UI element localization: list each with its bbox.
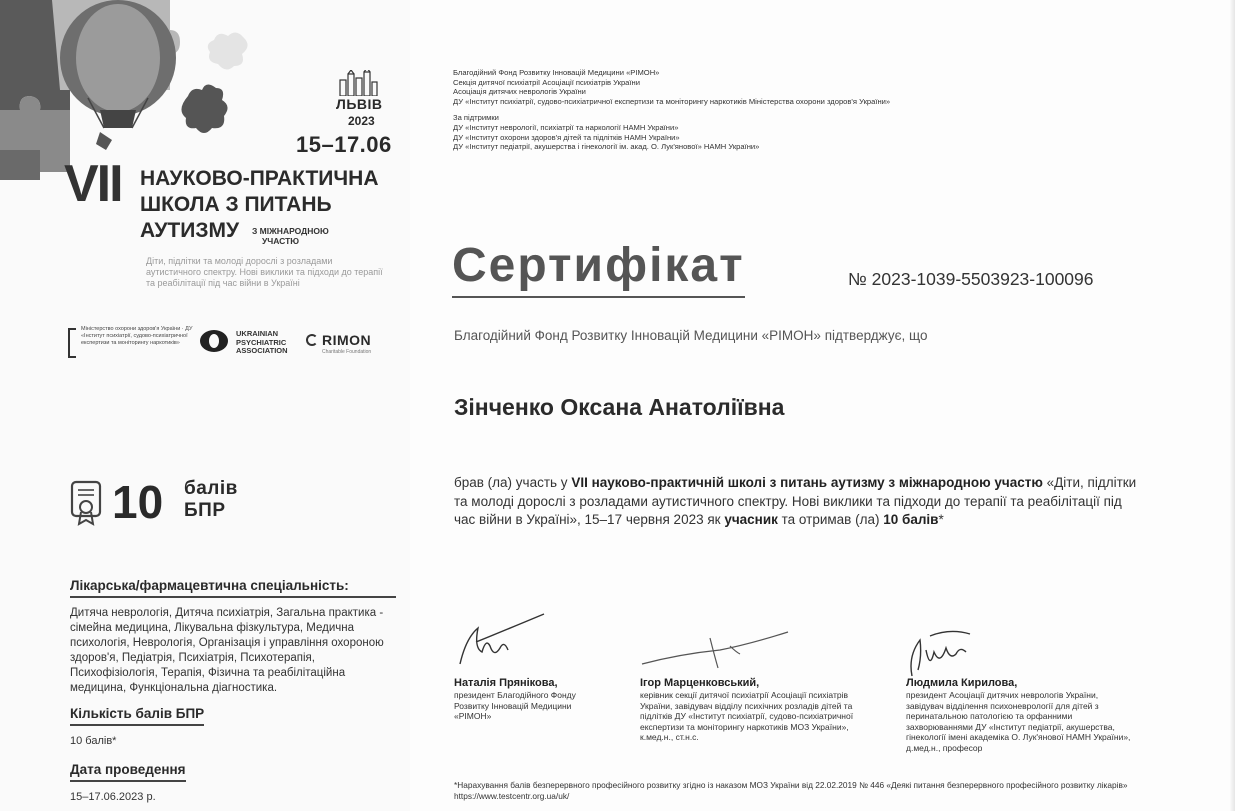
page-edge (1229, 0, 1235, 811)
event-roman-numeral: VII (64, 155, 122, 213)
participation-text-part: та отримав (ла) (777, 512, 884, 527)
signer-role: керівник секції дитячої психіатрії Асоціації психіатрів України, завідувач відділу психічних розладів дітей та підлітків ДУ «Інститут психіатрії, судово-психіатричної експертизи та моніторингу наркотиків МОЗ України», к.мед.н., ст.н.с. (640, 690, 854, 742)
support-line: ДУ «Інститут педіатрії, акушерства і гінекології ім. акад. О. Лук'янової» НАМН України» (453, 142, 760, 152)
organizers-list (453, 68, 1173, 152)
points-label-line: БПР (184, 500, 226, 521)
points-count-value: 10 балів* (70, 735, 117, 747)
rimon-logo-word: RIMON (322, 332, 372, 348)
event-dates: 15–17.06 (296, 132, 392, 157)
event-subtitle: Діти, підлітки та молоді дорослі з розладами аутистичного спектру. Нові виклики та підходи до терапії та реабілітації під час війни в Україні (146, 256, 383, 288)
moz-logo-text: Міністерство охорони здоров'я України · ДУ «Інститут психіатрії, судово-психіатричної експертизи та моніторингу наркотиків» (81, 326, 193, 346)
points-count-section (70, 705, 400, 749)
signature-martsenkovsky (640, 624, 790, 674)
organizer-line: ДУ «Інститут психіатрії, судово-психіатричної експертизи та моніторингу наркотиків Міністерства охорони здоров'я України» (453, 96, 891, 106)
event-name-bold: VII науково-практичній школі з питань аутизму з міжнародною участю (571, 475, 1043, 490)
confirmation-text: Благодійний Фонд Розвитку Інновацій Медицини «РІМОН» підтверджує, що (454, 328, 928, 343)
signer-role: президент Благодійного Фонду Розвитку Інновацій Медицини «РІМОН» (454, 690, 576, 721)
points-label-line: балів (184, 478, 238, 499)
signer-name: Ігор Марценковський, (640, 677, 760, 689)
certificate-title: Сертифікат (452, 236, 745, 298)
upa-logo-mark (200, 330, 228, 352)
event-international (252, 226, 329, 246)
signature-kyrylova (900, 626, 980, 680)
support-line: ДУ «Інститут неврології, психіатрії та наркології НАМН України» (453, 122, 679, 132)
footnote: *Нарахування балів безперервного професійного розвитку згідно із наказом МОЗ України від 22.02.2019 № 446 «Деякі питання безперервного професійного розвитку лікарів» https://www.testcentr.org.ua/uk/ (454, 780, 1128, 801)
support-heading: За підтримки (453, 113, 499, 123)
event-city: ЛЬВІВ (336, 96, 383, 112)
organizer-line: Секція дитячої психіатрії Асоціації психіатрів України (453, 77, 640, 87)
participation-text (454, 474, 1144, 530)
specialty-text: Дитяча неврологія, Дитяча психіатрія, Загальна практика - сімейна медицина, Лікувальна фізкультура, Медична психологія, Неврологія, Організація і управління охороною здоров'я, Педіатрія, Психіатрія, Психотерапія, Психофізіологія, Терапія, Фізична та реабілітаційна медицина, Функціональна діагностика. (70, 607, 384, 694)
signer-role: президент Асоціації дитячих неврологів України, завідувач відділення психоневрології для дітей з перинатальною патологією та орфанними захворюваннями ДУ «Інститут педіатрії, акушерства, гінекології імені академіка О. Лук'янової НАМН України», д.мед.н., професор (906, 690, 1131, 753)
date-section (70, 761, 400, 805)
signer-name: Наталія Прянікова, (454, 677, 558, 689)
points-label (184, 478, 238, 522)
organizer-line: Асоціація дитячих неврологів України (453, 87, 586, 97)
event-international-line: УЧАСТЮ (262, 236, 300, 246)
specialty-heading: Лікарська/фармацевтична спеціальність: (70, 578, 396, 598)
signature-pryanikova (456, 608, 556, 672)
organizer-line: Благодійний Фонд Розвитку Інновацій Медицини «РІМОН» (453, 68, 660, 77)
specialty-section (70, 600, 400, 696)
signer-block (640, 677, 875, 743)
event-title-line: НАУКОВО-ПРАКТИЧНА (140, 167, 379, 190)
points-badge (70, 476, 370, 532)
event-title-line: ШКОЛА З ПИТАНЬ (140, 193, 332, 216)
signer-name: Людмила Кирилова, (906, 677, 1018, 689)
moz-logo-mark (68, 328, 76, 358)
points-number: 10 (112, 476, 164, 528)
puzzle-balloon-illustration (0, 0, 250, 180)
recipient-name: Зінченко Оксана Анатоліївна (454, 394, 785, 420)
participant-role: учасник (724, 512, 778, 527)
event-international-line: З МІЖНАРОДНОЮ (252, 226, 329, 236)
awarded-points: 10 балів (883, 512, 939, 527)
partner-logos (68, 326, 398, 362)
city-skyline-icon (338, 70, 378, 96)
participation-text-part: «Діти, підлітки та молоді дорослі з розладами аутистичного спектру. Нові виклики та підходи до терапії та реабілітації під час війни в Україні», 15–17 червня 2023 як (454, 475, 1137, 527)
rimon-logo-mark (306, 334, 318, 346)
signer-block (906, 677, 1136, 753)
support-line: ДУ «Інститут охорони здоров'я дітей та підлітків НАМН України» (453, 132, 680, 142)
certificate-number: № 2023-1039-5503923-100096 (848, 269, 1094, 289)
certificate-ribbon-icon (70, 480, 104, 526)
signer-block (454, 677, 604, 722)
participation-text-part: * (938, 512, 944, 527)
participation-text-part: брав (ла) участь у (454, 475, 572, 490)
date-value: 15–17.06.2023 р. (70, 791, 156, 803)
upa-logo-text: UKRAINIAN PSYCHIATRIC ASSOCIATION (236, 329, 288, 355)
date-heading: Дата проведення (70, 762, 186, 782)
event-title-line: АУТИЗМУ (140, 219, 240, 242)
rimon-logo-subtext: Charitable Foundation (322, 349, 372, 355)
event-year: 2023 (348, 114, 375, 128)
points-count-heading: Кількість балів БПР (70, 706, 204, 726)
